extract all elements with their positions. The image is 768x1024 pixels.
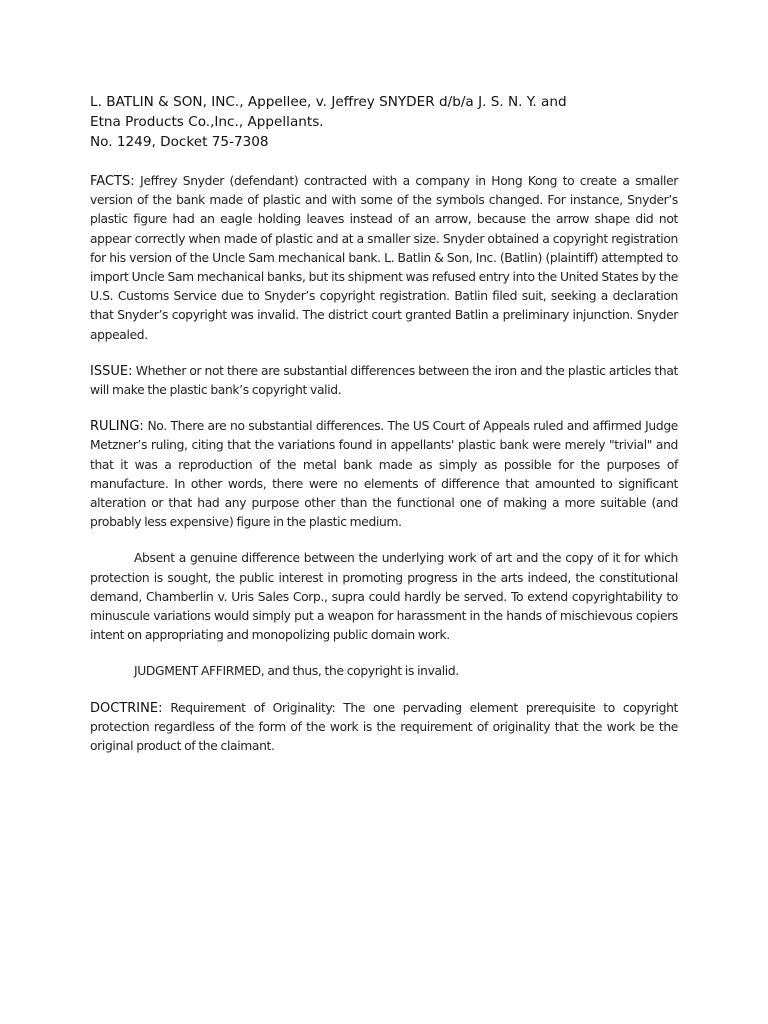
issue-paragraph (90, 362, 678, 400)
doctrine-paragraph (90, 699, 678, 757)
doctrine-text: Requirement of Originality: The one pervading element prerequisite to copyright protection regardless of the form of the work is the requirement of originality that the work be the original product of the claimant. (90, 700, 678, 754)
document-page (90, 92, 678, 773)
facts-text: Jeffrey Snyder (defendant) contracted with a company in Hong Kong to create a smaller version of the bank made of plastic and with some of the symbols changed. For instance, Snyder’s plastic figure had an eagle holding leaves instead of an arrow, because the arrow shape did not appear correctly when made of plastic and at a smaller size. Snyder obtained a copyright registration for his version of the Uncle Sam mechanical bank. L. Batlin & Son, Inc. (Batlin) (plaintiff) attempted to import Uncle Sam mechanical banks, but its shipment was refused entry into the United States by the U.S. Customs Service due to Snyder’s copyright registration. Batlin filed suit, seeking a declaration that Snyder’s copyright was invalid. The district court granted Batlin a preliminary injunction. Snyder appealed. (90, 174, 678, 342)
ruling-paragraph (90, 417, 678, 532)
facts-paragraph (90, 172, 678, 345)
case-title-line-2: Etna Products Co.,Inc., Appellants. (90, 114, 324, 130)
doctrine-label: DOCTRINE: (90, 700, 163, 716)
case-title-line-1: L. BATLIN & SON, INC., Appellee, v. Jeffrey SNYDER d/b/a J. S. N. Y. and (90, 94, 567, 110)
issue-label: ISSUE: (90, 363, 133, 379)
quote-paragraph: Absent a genuine difference between the underlying work of art and the copy of it for which protection is sought, the public interest in promoting progress in the arts indeed, the constitutional demand, Chamberlin v. Uris Sales Corp., supra could hardly be served. To extend copyrightability to minuscule variations would simply put a weapon for harassment in the hands of mischievous copiers intent on appropriating and monopolizing public domain work. (90, 551, 678, 643)
ruling-text: No. There are no substantial differences. The US Court of Appeals ruled and affirmed Judge Metzner’s ruling, citing that the variations found in appellants' plastic bank were merely "trivial" and that it was a reproduction of the metal bank made as simply as possible for the purposes of manufacture. In other words, there were no elements of difference that amounted to significant alteration or that had any purpose other than the functional one of making a more suitable (and probably less expensive) figure in the plastic medium. (90, 419, 678, 530)
ruling-label: RULING: (90, 419, 144, 435)
docket-number: No. 1249, Docket 75-7308 (90, 134, 269, 150)
case-title (90, 92, 678, 152)
judgment-paragraph: JUDGMENT AFFIRMED, and thus, the copyright is invalid. (134, 664, 459, 679)
facts-label: FACTS: (90, 174, 135, 189)
issue-text: Whether or not there are substantial differences between the iron and the plastic articles that will make the plastic bank’s copyright valid. (90, 363, 678, 398)
